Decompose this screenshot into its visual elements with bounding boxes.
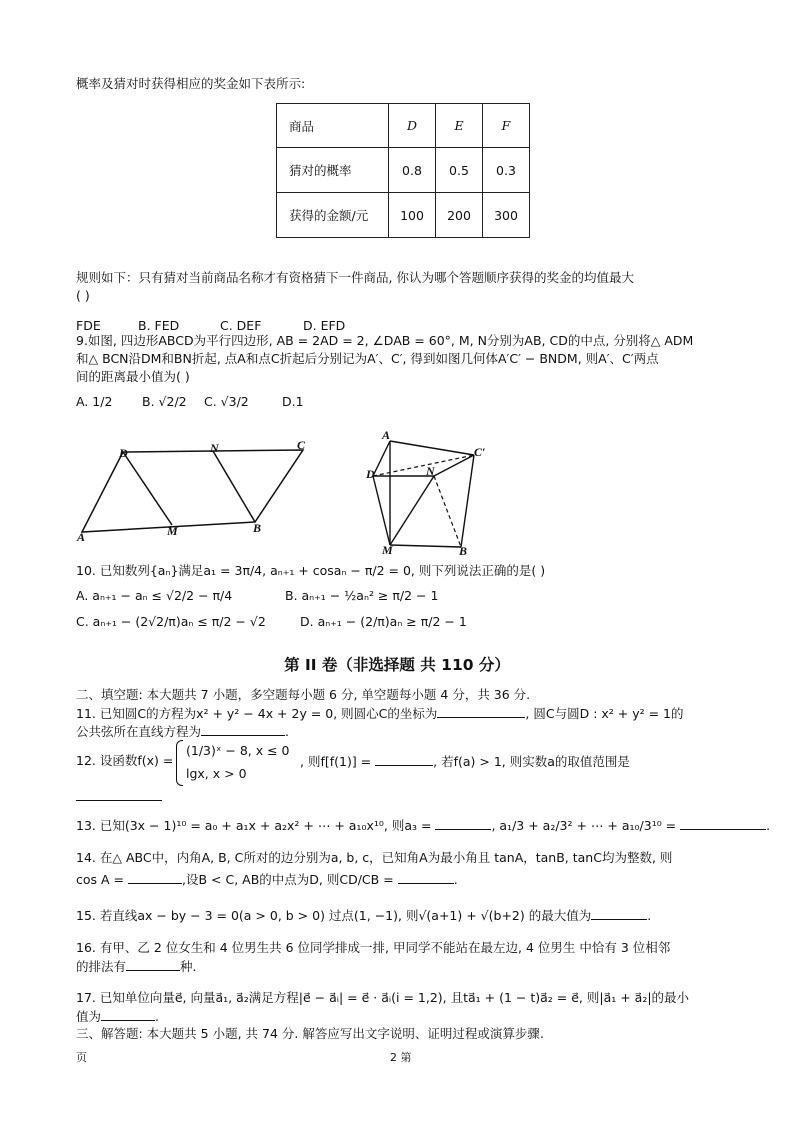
q9-option-c: C. √3/2 (204, 394, 249, 409)
q8-paren: ( ) (76, 288, 90, 303)
q13-text-c: . (766, 818, 771, 833)
q14-blank-1 (128, 871, 182, 884)
label-a: A (77, 530, 86, 544)
table-cell: 获得的金额/元 (277, 193, 389, 238)
label-b: B (459, 544, 468, 558)
q12-mid: , 则f[f(1)] = (300, 754, 372, 769)
parallelogram-outline (82, 450, 303, 532)
q9-option-b: B. √2/2 (142, 394, 187, 409)
label-m: M (167, 524, 178, 538)
segment-bn (213, 451, 255, 522)
table-cell: 100 (389, 193, 436, 238)
q10-stem: 10. 已知数列{aₙ}满足a₁ = 3π/4, aₙ₊₁ + cosaₙ − π/2 = 0, 则下列说法正确的是( ) (76, 563, 546, 578)
q13-text-b: , a₁/3 + a₂/3² + ⋯ + a₁₀/3¹⁰ = (491, 818, 677, 833)
footer-left: 页 (76, 1051, 87, 1064)
q11-text-b: , 圆C与圆D : x² + y² = 1的 (525, 706, 684, 721)
q17-line1: 17. 已知单位向量e⃗, 向量a⃗₁, a⃗₂满足方程|e⃗ − a⃗ᵢ| = e⃗ · a⃗ᵢ(i = 1,2), 且ta⃗₁ + (1 − t)a⃗₂ = e⃗, 则|a⃗₁ + a⃗₂|的最小 (76, 990, 690, 1005)
q9-line2: 和△ BCN沿DM和BN折起, 点A和点C折起后分别记为A′、C′, 得到如图几何体A′C′ − BNDM, 则A′、C′两点 (76, 351, 659, 366)
q8-option-c: C. DEF (220, 318, 262, 333)
table-header-f: F (483, 104, 530, 148)
solid-figure (360, 428, 500, 558)
q10-option-a: A. aₙ₊₁ − aₙ ≤ √2/2 − π/4 (76, 588, 233, 603)
label-m: M (382, 543, 393, 557)
q11-line1 (76, 705, 684, 722)
q17-blank (101, 1008, 155, 1021)
segment-dm (123, 452, 172, 525)
q9-option-d: D.1 (282, 394, 304, 409)
q13-blank-1 (435, 817, 491, 830)
q12-blank-1 (375, 753, 433, 766)
q12-case1: (1/3)ˣ − 8, x ≤ 0 (186, 743, 290, 758)
q15-line (76, 907, 651, 924)
table-cell: 0.3 (483, 148, 530, 193)
table-cell: 200 (436, 193, 483, 238)
q9-line1: 9.如图, 四边形ABCD为平行四边形, AB = 2AD = 2, ∠DAB = 60°, M, N分别为AB, CD的中点, 分别将△ ADM (76, 333, 694, 348)
table-cell: 0.5 (436, 148, 483, 193)
q11-text-a: 11. 已知圆C的方程为x² + y² − 4x + 2y = 0, 则圆心C的坐标为 (76, 706, 438, 721)
q8-option-a: FDE (76, 318, 101, 333)
q12-blank-2 (76, 788, 162, 801)
q10-option-b: B. aₙ₊₁ − ½aₙ² ≥ π/2 − 1 (285, 588, 439, 603)
q14-text-a: cos A = (76, 872, 125, 887)
footer-page-number: 2 第 (390, 1051, 412, 1064)
q17-line2 (76, 1008, 159, 1025)
table-cell: 猜对的概率 (277, 148, 389, 193)
table-row (277, 193, 530, 238)
q14-blank-2 (398, 871, 454, 884)
parallelogram-figure (75, 435, 315, 545)
label-a-prime: A (382, 428, 391, 442)
q14-text-b: ,设B < C, AB的中点为D, 则CD/CB = (182, 872, 394, 887)
label-b: B (253, 521, 262, 535)
q13-text-a: 13. 已知(3x − 1)¹⁰ = a₀ + a₁x + a₂x² + ⋯ + a₁₀x¹⁰, 则a₃ = (76, 818, 432, 833)
q12-tail-line (300, 753, 630, 770)
q13-line (76, 817, 770, 834)
label-d: D (119, 446, 128, 460)
q11-line2 (76, 723, 289, 740)
table-header-d: D (389, 104, 436, 148)
q10-option-d: D. aₙ₊₁ − (2/π)aₙ ≥ π/2 − 1 (300, 614, 467, 629)
q17-text-b: . (155, 1009, 159, 1024)
q11-blank-1 (437, 705, 525, 718)
label-n: N (426, 464, 435, 478)
q14-line2 (76, 871, 458, 888)
table-header-item: 商品 (277, 104, 389, 148)
q16-line1: 16. 有甲、乙 2 位女生和 4 位男生共 6 位同学排成一排, 甲同学不能站在最左边, 4 位男生 中恰有 3 位相邻 (76, 940, 671, 955)
q14-text-c: . (453, 872, 458, 887)
q11-text-d: . (285, 724, 289, 739)
part2-intro: 二、填空题: 本大题共 7 小题，多空题每小题 6 分, 单空题每小题 4 分，共 36 分. (76, 687, 531, 702)
q12-tail: , 若f(a) > 1, 则实数a的取值范围是 (433, 754, 630, 769)
q16-blank (126, 958, 180, 971)
table-cell: 0.8 (389, 148, 436, 193)
label-d: D (366, 467, 375, 481)
q9-line3: 间的距离最小值为( ) (76, 369, 190, 384)
label-n: N (210, 441, 219, 455)
table-cell: 300 (483, 193, 530, 238)
table-header-e: E (436, 104, 483, 148)
q12-prefix: 12. 设函数f(x) = (76, 753, 174, 768)
q11-text-c: 公共弦所在直线方程为 (76, 724, 202, 739)
label-c-prime: C′ (474, 445, 486, 459)
q14-line1: 14. 在△ ABC中，内角A, B, C所对的边分别为a, b, c，已知角A为最小角且 tanA，tanB, tanC均为整数, 则 (76, 850, 673, 865)
q12-case2: lgx, x > 0 (186, 766, 247, 781)
q13-blank-2 (680, 817, 766, 830)
table-row (277, 148, 530, 193)
q15-blank (591, 907, 647, 920)
q16-line2 (76, 958, 197, 975)
q15-text-a: 15. 若直线ax − by − 3 = 0(a > 0, b > 0) 过点(1, −1), 则√(a+1) + √(b+2) 的最大值为 (76, 908, 592, 923)
part3-intro: 三、解答题: 本大题共 5 小题, 共 74 分. 解答应写出文字说明、证明过程或演算步骤. (76, 1026, 544, 1041)
prize-table (276, 103, 530, 238)
q8-option-b: B. FED (138, 318, 180, 333)
q8-rule: 规则如下：只有猜对当前商品名称才有资格猜下一件商品, 你认为哪个答题顺序获得的奖金的均值最大 (76, 270, 634, 285)
q12-brace (176, 740, 183, 786)
q15-text-b: . (647, 908, 652, 923)
q11-blank-2 (201, 723, 285, 736)
section-title: 第 II 卷（非选择题 共 110 分） (284, 656, 510, 674)
intro-text: 概率及猜对时获得相应的奖金如下表所示: (76, 76, 306, 91)
q9-option-a: A. 1/2 (76, 394, 113, 409)
q10-option-c: C. aₙ₊₁ − (2√2/π)aₙ ≤ π/2 − √2 (76, 614, 266, 629)
q16-text-b: 种. (180, 959, 197, 974)
q8-option-d: D. EFD (303, 318, 346, 333)
label-c: C (297, 438, 306, 452)
q17-text-a: 值为 (76, 1009, 102, 1024)
q16-text-a: 的排法有 (76, 959, 127, 974)
